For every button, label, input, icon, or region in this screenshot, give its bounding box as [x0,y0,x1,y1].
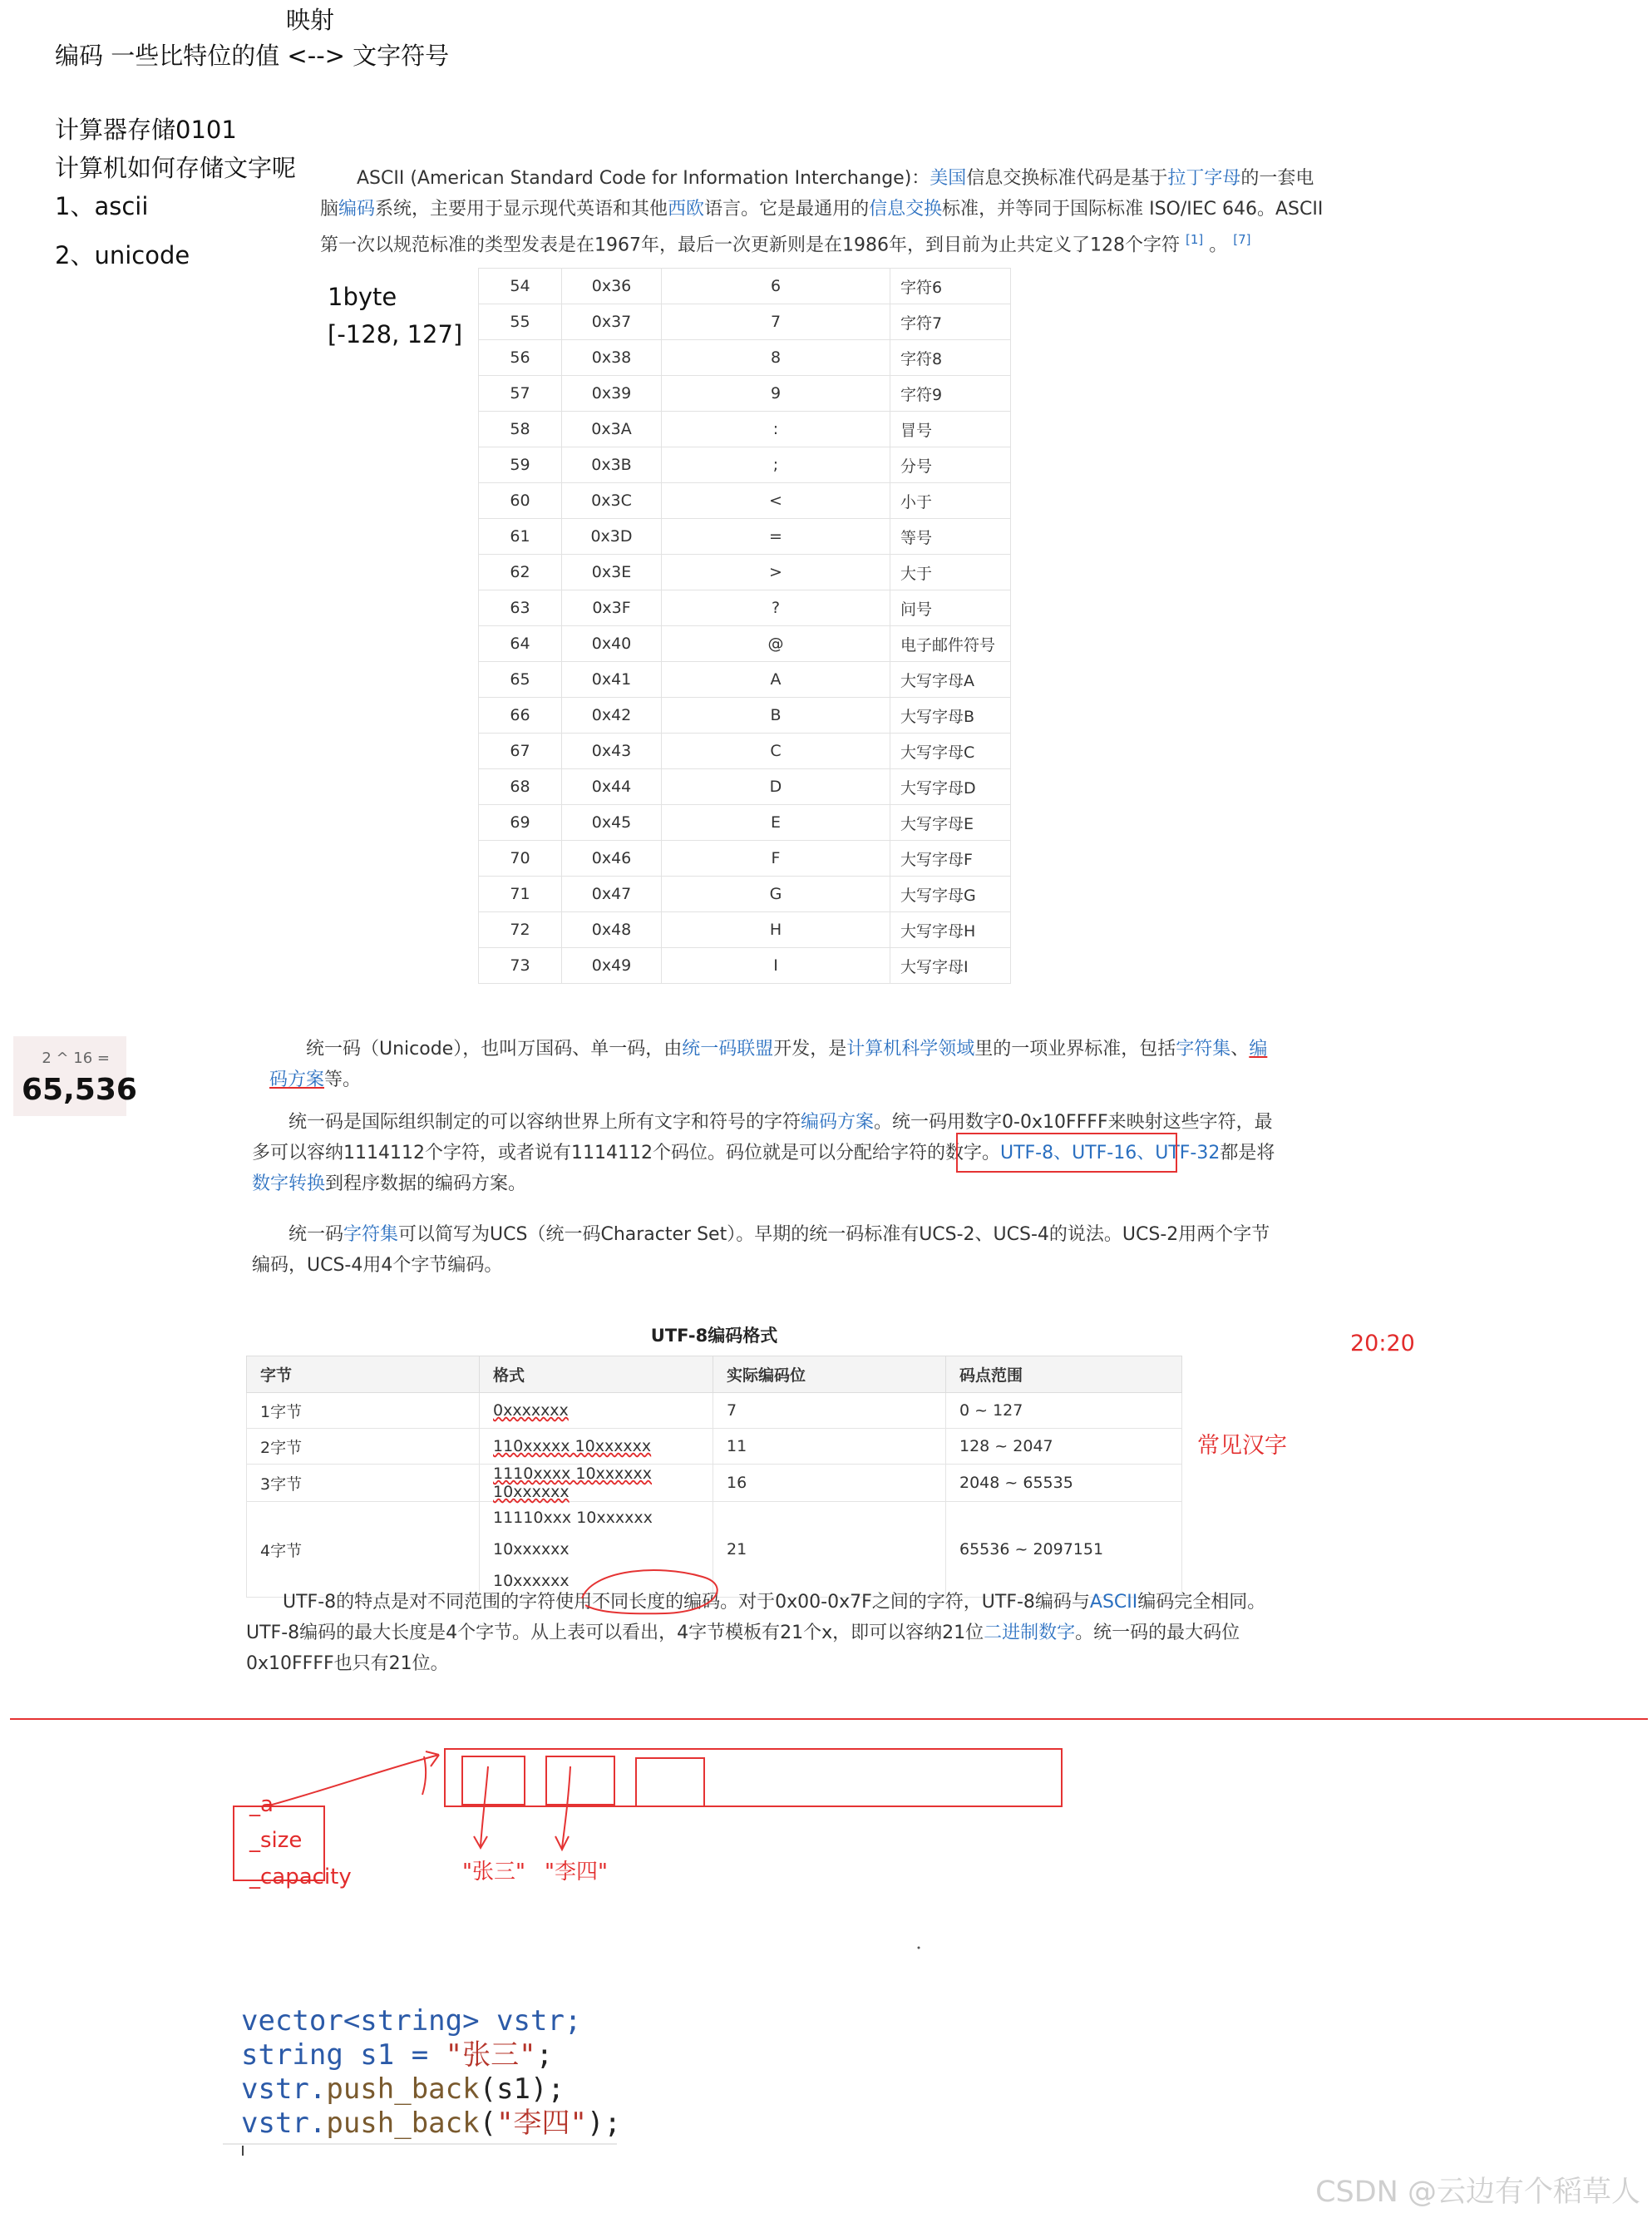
ascii-cell: 66 [479,698,562,734]
ascii-cell: @ [662,626,890,662]
item-unicode: 2、unicode [55,241,190,269]
ascii-cell: 大写字母C [890,734,1011,769]
ascii-cell: 67 [479,734,562,769]
element-box-3 [636,1758,704,1806]
ascii-cell: 8 [662,340,890,376]
ascii-cell: 70 [479,841,562,877]
utf8-cell: 21 [713,1502,946,1598]
ascii-cell: 61 [479,519,562,555]
ascii-cell: 字符6 [890,269,1011,304]
utf8-header: 字节 [247,1356,480,1393]
utf8-cell: 11110xxx 10xxxxxx 10xxxxxx 10xxxxxx [480,1502,713,1598]
ascii-cell: 0x38 [562,340,662,376]
link-binary[interactable]: 二进制数字 [984,1623,1076,1643]
link-encoding[interactable]: 编码 [338,199,376,220]
ascii-cell: 56 [479,340,562,376]
ascii-cell: 0x37 [562,304,662,340]
field-a-label: _a [249,1792,274,1817]
ascii-cell: 0x3A [562,412,662,447]
utf8-cell: 0 ~ 127 [946,1393,1182,1429]
ascii-cell: 69 [479,805,562,841]
link-number-convert[interactable]: 数字转换 [252,1173,326,1194]
code-line-2: string s1 = "张三"; [241,2038,554,2072]
ascii-cell: 大写字母I [890,948,1011,984]
link-charset[interactable]: 字符集 [1176,1039,1231,1060]
link-utf-variants[interactable]: UTF-8、UTF-16、UTF-32 [999,1143,1221,1163]
ascii-cell: 62 [479,555,562,590]
element-box-1 [462,1756,525,1805]
ascii-cell: 9 [662,376,890,412]
stray-dot [918,1947,920,1949]
ascii-cell: 71 [479,877,562,912]
link-unicode-consortium[interactable]: 统一码联盟 [682,1039,774,1060]
ascii-cell: = [662,519,890,555]
ascii-cell: 大写字母H [890,912,1011,948]
ascii-cell: 字符8 [890,340,1011,376]
ascii-cell: 大写字母F [890,841,1011,877]
ascii-cell: 60 [479,483,562,519]
ascii-cell: E [662,805,890,841]
ascii-cell: 68 [479,769,562,805]
unicode-paragraph-2: 统一码是国际组织制定的可以容纳世界上所有文字和符号的字符编码方案。统一码用数字0-0x10FFFF来映射这些字符，最多可以容纳1114112个字符，或者说有1114112个码位。码位就是可以分配给字符的数字。UTF-8、UTF-16、UTF-32都是将数字转换到程序数据的编码方案。 [252,1112,1275,1194]
range-note: [-128, 127] [328,320,463,348]
utf8-header: 格式 [480,1356,713,1393]
how-store-note: 计算机如何存储文字呢 [55,154,297,182]
ascii-cell: 小于 [890,483,1011,519]
link-ascii[interactable]: ASCII [1089,1592,1138,1613]
utf8-cell: 2字节 [247,1429,480,1465]
link-usa[interactable]: 美国 [930,168,967,189]
ascii-cell: < [662,483,890,519]
ascii-cell: 57 [479,376,562,412]
ascii-cell: 冒号 [890,412,1011,447]
ascii-cell: 大写字母A [890,662,1011,698]
string-label-1: "张三" [462,1860,525,1885]
ascii-cell: 7 [662,304,890,340]
ascii-cell: 电子邮件符号 [890,626,1011,662]
ascii-cell: 6 [662,269,890,304]
utf8-cell: 16 [713,1465,946,1502]
ascii-cell: 0x41 [562,662,662,698]
link-info-exchange[interactable]: 信息交换 [869,199,943,220]
ascii-cell: C [662,734,890,769]
highlight-variable-length: 不同长度的编码 [592,1592,721,1613]
pointer-arrow [266,1755,439,1806]
code-line-1: vector<string> vstr; [241,2004,582,2038]
unicode-paragraph-1: 统一码（Unicode），也叫万国码、单一码，由统一码联盟开发，是计算机科学领域里的一项业界标准，包括字符集、编码方案等。 [269,1039,1268,1090]
ascii-cell: 63 [479,590,562,626]
utf8-cell: 2048 ~ 65535 [946,1465,1182,1502]
code-line-4: vstr.push_back("李四"); [241,2107,621,2140]
byte-note: 1byte [328,283,397,311]
ascii-cell: F [662,841,890,877]
ascii-cell: 问号 [890,590,1011,626]
storage-note: 计算器存储0101 [55,116,237,144]
ascii-cell: 分号 [890,447,1011,483]
utf8-cell: 1字节 [247,1393,480,1429]
utf8-paragraph: UTF-8的特点是对不同范围的字符使用不同长度的编码。对于0x00-0x7F之间的字符，UTF-8编码与ASCII编码完全相同。UTF-8编码的最大长度是4个字节。从上表可以看出，4字节模板有21个x，即可以容纳21位二进制数字。统一码的最大码位0x10FFFF也只有21位。 [246,1592,1266,1674]
ascii-cell: 0x3B [562,447,662,483]
ascii-cell: 0x47 [562,877,662,912]
element-box-2 [546,1756,614,1805]
ascii-cell: 0x3C [562,483,662,519]
ascii-cell: 大写字母G [890,877,1011,912]
ascii-cell: 0x36 [562,269,662,304]
ascii-cell: 字符9 [890,376,1011,412]
utf8-cell: 7 [713,1393,946,1429]
ascii-cell: B [662,698,890,734]
utf8-cell: 128 ~ 2047 [946,1429,1182,1465]
ascii-cell: 大于 [890,555,1011,590]
utf8-header: 实际编码位 [713,1356,946,1393]
ascii-cell: H [662,912,890,948]
time-annotation: 20:20 [1350,1331,1415,1356]
string-label-2: "李四" [545,1860,608,1885]
unicode-paragraph-3: 统一码字符集可以简写为UCS（统一码Character Set）。早期的统一码标准有UCS-2、UCS-4的说法。UCS-2用两个字节编码，UCS-4用4个字节编码。 [252,1224,1270,1276]
ascii-cell: 0x45 [562,805,662,841]
encoding-note: 编码 一些比特位的值 <--> 文字符号 [55,42,450,70]
ascii-cell: 0x48 [562,912,662,948]
ascii-cell: > [662,555,890,590]
ascii-cell: 58 [479,412,562,447]
ascii-intro-paragraph: ASCII (American Standard Code for Information Interchange)：美国信息交换标准代码是基于拉丁字母的一套电脑编码系统，主要用于显示现代英语和其他西欧语言。它是最通用的信息交换标准，并等同于国际标准 ISO/IEC 646。ASCII第一次以规范标准的类型发表是在1967年，最后一次更新则是在1986年，到目前为止共定义了128个字符 [1] 。 [7] [320,168,1324,256]
ascii-cell: 0x49 [562,948,662,984]
utf8-cell: 1110xxxx 10xxxxxx 10xxxxxx [480,1465,713,1502]
ascii-cell: 0x46 [562,841,662,877]
pointer-arrow-stroke [422,1756,426,1795]
common-hanzi-annotation: 常见汉字 [1197,1433,1287,1459]
pointer-arrow-head [426,1751,439,1766]
ascii-cell: 64 [479,626,562,662]
ascii-cell: 大写字母B [890,698,1011,734]
ascii-cell: 73 [479,948,562,984]
ascii-cell: : [662,412,890,447]
ascii-cell: 65 [479,662,562,698]
calc-result: 65,536 [22,1073,137,1107]
ascii-cell: 0x3E [562,555,662,590]
scribble-circle [582,1570,721,1613]
item-ascii: 1、ascii [55,192,149,220]
utf8-table-title: UTF-8编码格式 [650,1326,778,1346]
ascii-cell: D [662,769,890,805]
ascii-cell: ; [662,447,890,483]
ascii-cell: 0x3D [562,519,662,555]
utf8-cell: 110xxxxx 10xxxxxx [480,1429,713,1465]
link-cs-field[interactable]: 计算机科学领域 [846,1039,975,1060]
utf8-cell: 0xxxxxxx [480,1393,713,1429]
code-line-3: vstr.push_back(s1); [241,2072,565,2106]
link-encoding-scheme[interactable]: 编码方案 [269,1039,1268,1090]
field-capacity-label: _capacity [249,1865,352,1889]
utf8-cell: 11 [713,1429,946,1465]
vector-buffer-box [445,1749,1062,1806]
ascii-cell: 0x42 [562,698,662,734]
ascii-cell: 0x44 [562,769,662,805]
ascii-cell: 54 [479,269,562,304]
field-size-label: _size [249,1828,303,1853]
link-encoding-scheme-2[interactable]: 编码方案 [801,1112,875,1133]
utf8-cell: 4字节 [247,1502,480,1598]
ascii-cell: A [662,662,890,698]
ascii-cell: 59 [479,447,562,483]
ascii-cell: ? [662,590,890,626]
link-west-europe[interactable]: 西欧 [668,199,705,220]
csdn-watermark: CSDN @云边有个稻草人 [1315,2176,1640,2209]
ref-1[interactable]: [1] [1185,232,1204,247]
ascii-cell: 0x40 [562,626,662,662]
ref-7[interactable]: [7] [1233,232,1251,247]
ascii-cell: 大写字母E [890,805,1011,841]
ascii-cell: 字符7 [890,304,1011,340]
ascii-cell: 等号 [890,519,1011,555]
mapping-note: 映射 [286,6,335,34]
ascii-cell: 0x43 [562,734,662,769]
ascii-cell: 0x39 [562,376,662,412]
link-latin[interactable]: 拉丁字母 [1167,168,1241,189]
calc-expression: 2 ^ 16 = [42,1050,110,1067]
ascii-cell: 55 [479,304,562,340]
ascii-cell: 72 [479,912,562,948]
ascii-cell: G [662,877,890,912]
utf8-header: 码点范围 [946,1356,1182,1393]
ascii-cell: 大写字母D [890,769,1011,805]
ascii-cell: I [662,948,890,984]
utf8-cell: 65536 ~ 2097151 [946,1502,1182,1598]
utf8-cell: 3字节 [247,1465,480,1502]
link-charset-2[interactable]: 字符集 [343,1224,399,1245]
ascii-cell: 0x3F [562,590,662,626]
